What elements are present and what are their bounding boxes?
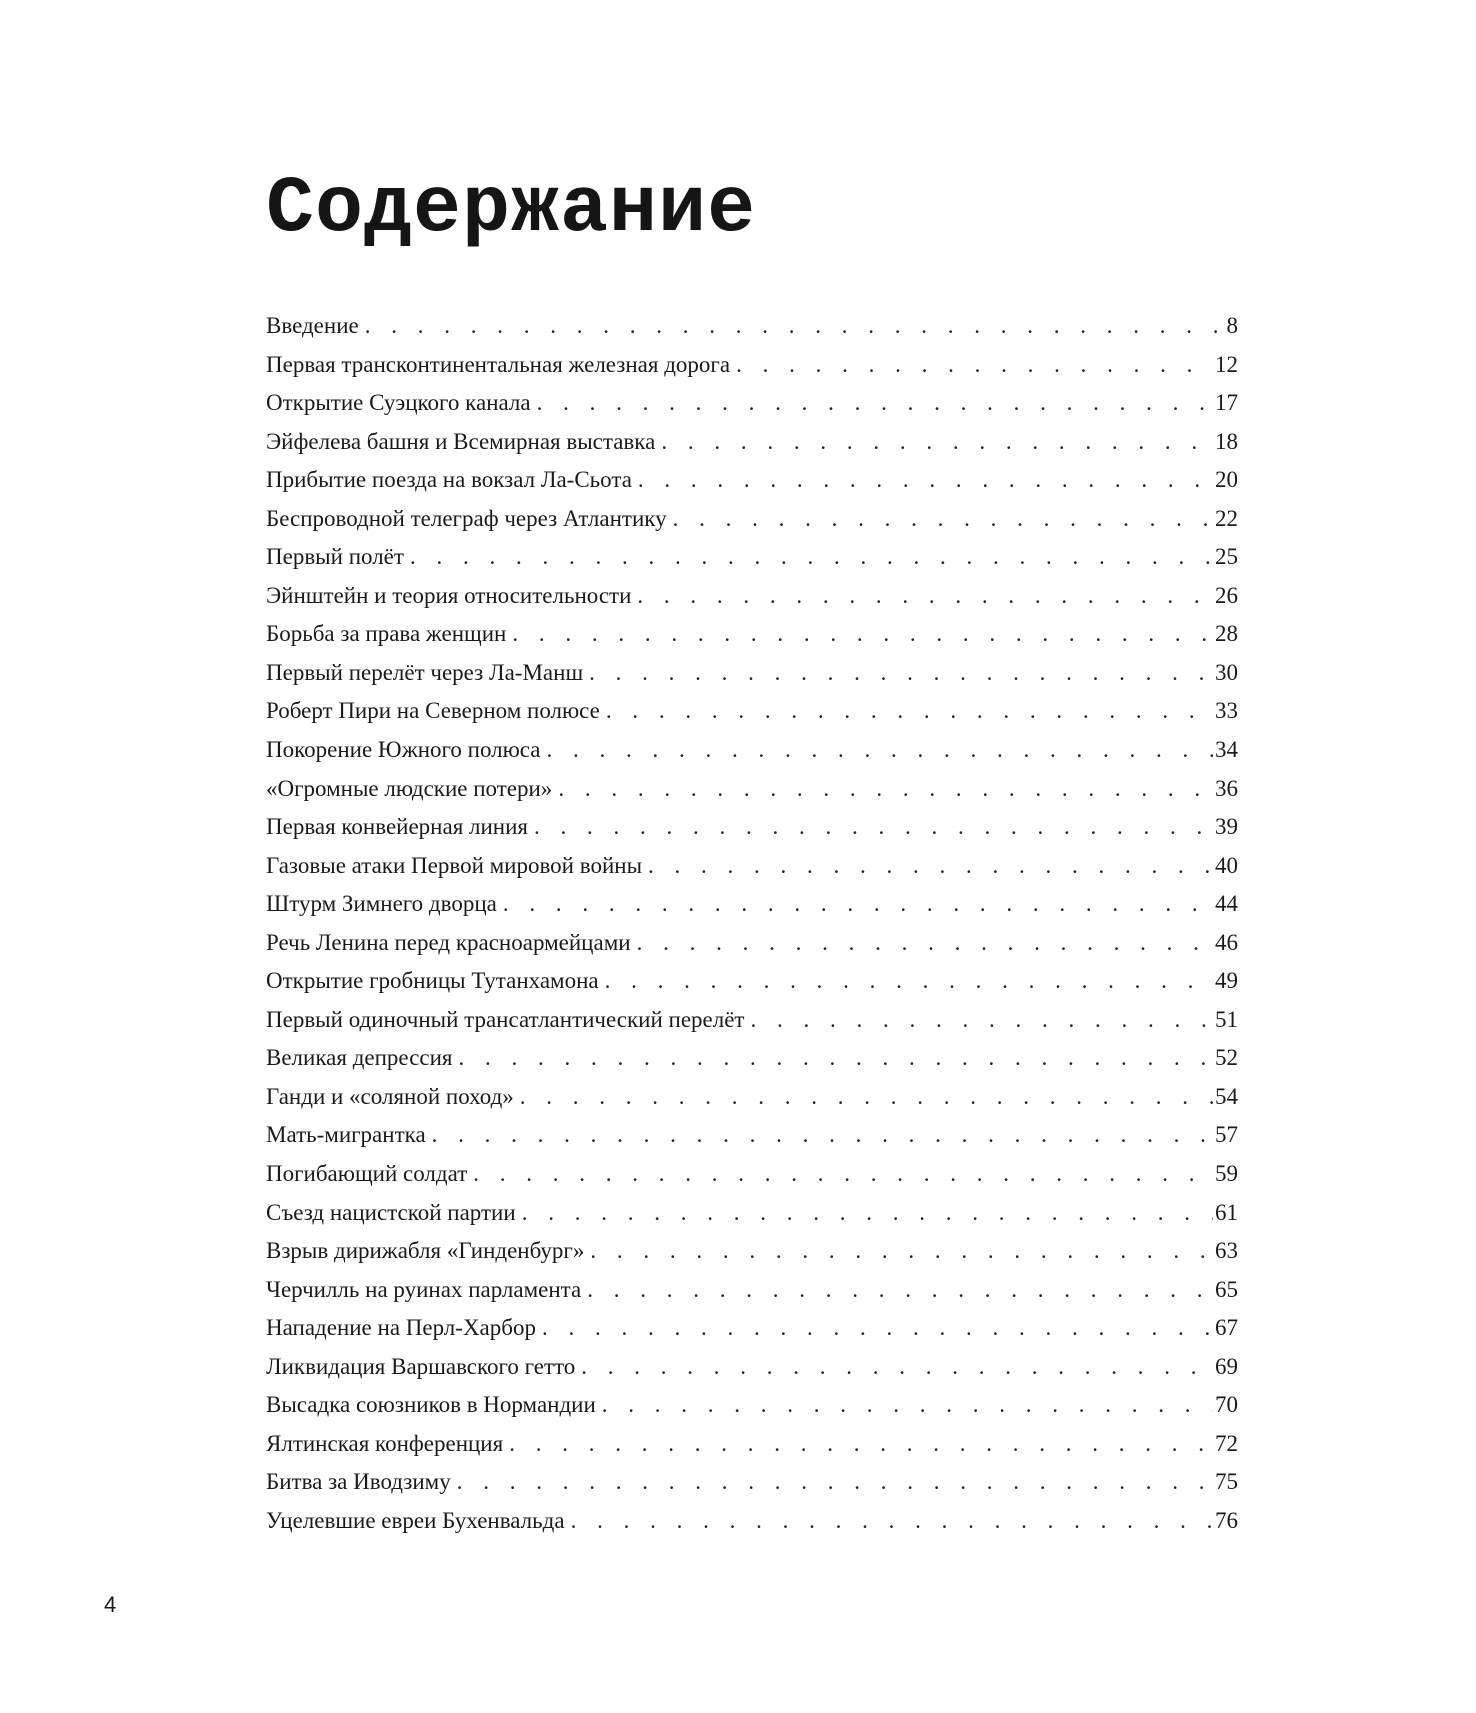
toc-entry [266, 423, 1238, 462]
toc-entry-page: 72 [1215, 1430, 1238, 1456]
toc-entry-title: Битва за Иводзиму [266, 1469, 451, 1495]
toc-entry-page: 30 [1215, 659, 1238, 685]
toc-entry-title: Открытие Суэцкого канала [266, 390, 531, 416]
toc-entry-title: Речь Ленина перед красноармейцами [266, 929, 631, 955]
toc-entry [266, 808, 1238, 847]
dot-leader [581, 1348, 1213, 1387]
dot-leader [558, 770, 1213, 809]
dot-leader [534, 808, 1213, 847]
toc-entry-page: 39 [1215, 814, 1238, 840]
toc-entry-title: Открытие гробницы Тутанхамона [266, 968, 599, 994]
toc-entry [266, 770, 1238, 809]
dot-leader [547, 731, 1214, 770]
toc-entry-page: 46 [1215, 929, 1238, 955]
toc-entry [266, 692, 1238, 731]
toc-entry-page: 36 [1215, 775, 1238, 801]
dot-leader [605, 962, 1213, 1001]
toc-entry-title: Борьба за права женщин [266, 621, 507, 647]
dot-leader [503, 885, 1213, 924]
toc-entry-page: 61 [1215, 1199, 1238, 1225]
toc-entry-title: Беспроводной телеграф через Атлантику [266, 505, 667, 531]
toc-entry-page: 20 [1215, 467, 1238, 493]
toc-entry-title: Первый одиночный трансатлантический перелёт [266, 1006, 745, 1032]
dot-leader [606, 692, 1213, 731]
toc-entry [266, 1078, 1238, 1117]
dot-leader [638, 461, 1213, 500]
dot-leader [587, 1271, 1213, 1310]
toc-entry-title: Съезд нацистской партии [266, 1199, 516, 1225]
toc-entry-title: Высадка союзников в Нормандии [266, 1392, 596, 1418]
dot-leader [590, 1232, 1213, 1271]
toc-entry-title: Ликвидация Варшавского гетто [266, 1353, 576, 1379]
toc-entry-title: Прибытие поезда на вокзал Ла-Сьота [266, 467, 632, 493]
toc-entry-title: Штурм Зимнего дворца [266, 891, 497, 917]
dot-leader [751, 1001, 1214, 1040]
toc-entry [266, 577, 1238, 616]
dot-leader [365, 307, 1225, 346]
dot-leader [459, 1039, 1213, 1078]
toc-entry [266, 1502, 1238, 1541]
toc-entry-title: Ялтинская конференция [266, 1430, 504, 1456]
dot-leader [537, 384, 1213, 423]
toc-entry [266, 346, 1238, 385]
toc-entry [266, 847, 1238, 886]
toc-entry [266, 1271, 1238, 1310]
page-title: Содержание [266, 164, 757, 255]
toc-entry [266, 384, 1238, 423]
toc-entry-page: 28 [1215, 621, 1238, 647]
toc-entry [266, 1386, 1238, 1425]
toc-entry-page: 40 [1215, 852, 1238, 878]
toc-entry [266, 885, 1238, 924]
dot-leader [661, 423, 1213, 462]
dot-leader [522, 1194, 1213, 1233]
toc-entry-title: Уцелевшие евреи Бухенвальда [266, 1507, 565, 1533]
dot-leader [509, 1425, 1213, 1464]
dot-leader [542, 1309, 1213, 1348]
toc-entry-page: 76 [1215, 1507, 1238, 1533]
dot-leader [432, 1116, 1213, 1155]
toc-entry-page: 59 [1215, 1161, 1238, 1187]
toc-entry [266, 1463, 1238, 1502]
toc-entry-title: Покорение Южного полюса [266, 737, 541, 763]
toc-entry [266, 1425, 1238, 1464]
toc-entry [266, 461, 1238, 500]
toc-entry [266, 1116, 1238, 1155]
page-number: 4 [104, 1592, 117, 1617]
toc-entry-page: 26 [1215, 582, 1238, 608]
toc-entry-title: Мать-мигрантка [266, 1122, 426, 1148]
toc-entry [266, 1155, 1238, 1194]
toc-entry [266, 615, 1238, 654]
toc-entry-title: Погибающий солдат [266, 1161, 468, 1187]
toc-entry-title: Эйнштейн и теория относительности [266, 582, 632, 608]
toc-entry-page: 25 [1215, 544, 1238, 570]
toc-entry [266, 1232, 1238, 1271]
toc-entry [266, 1348, 1238, 1387]
toc-entry [266, 1309, 1238, 1348]
toc-entry-page: 65 [1215, 1276, 1238, 1302]
toc-entry-page: 63 [1215, 1238, 1238, 1264]
toc-entry-title: Эйфелева башня и Всемирная выставка [266, 428, 656, 454]
toc-entry-title: Введение [266, 313, 359, 338]
dot-leader [520, 1078, 1213, 1117]
toc-entry-page: 33 [1215, 698, 1238, 724]
toc-entry [266, 307, 1238, 346]
toc-entry-page: 70 [1215, 1392, 1238, 1418]
toc-entry-title: Нападение на Перл-Харбор [266, 1315, 536, 1341]
dot-leader [637, 577, 1213, 616]
toc-entry-page: 8 [1226, 313, 1238, 338]
toc-entry [266, 1194, 1238, 1233]
dot-leader [410, 538, 1213, 577]
toc-entry [266, 538, 1238, 577]
toc-entry-page: 12 [1215, 351, 1238, 377]
toc-entry-title: Первая конвейерная линия [266, 814, 529, 840]
dot-leader [571, 1502, 1213, 1541]
toc-entry-page: 22 [1215, 505, 1238, 531]
toc-entry-page: 34 [1215, 737, 1238, 763]
toc-entry-page: 67 [1215, 1315, 1238, 1341]
dot-leader [457, 1463, 1213, 1502]
dot-leader [637, 924, 1213, 963]
toc-entry [266, 962, 1238, 1001]
toc-entry [266, 1001, 1238, 1040]
dot-leader [473, 1155, 1213, 1194]
dot-leader [736, 346, 1213, 385]
toc-entry-title: Ганди и «соляной поход» [266, 1083, 514, 1109]
toc-entry-page: 49 [1215, 968, 1238, 994]
toc-entry-page: 69 [1215, 1353, 1238, 1379]
dot-leader [602, 1386, 1213, 1425]
toc-entry-title: Взрыв дирижабля «Гинденбург» [266, 1238, 585, 1264]
toc-entry-page: 52 [1215, 1045, 1238, 1071]
toc-entry-page: 57 [1215, 1122, 1238, 1148]
toc-entry-title: Первая трансконтинентальная железная дорога [266, 351, 731, 377]
toc-entry-page: 17 [1215, 390, 1238, 416]
table-of-contents [266, 307, 1238, 1541]
toc-entry-title: Первый перелёт через Ла-Манш [266, 659, 584, 685]
toc-entry-title: Первый полёт [266, 544, 404, 570]
toc-entry-page: 54 [1215, 1083, 1238, 1109]
toc-entry-title: Великая депрессия [266, 1045, 453, 1071]
toc-entry [266, 1039, 1238, 1078]
dot-leader [512, 615, 1213, 654]
toc-entry-title: Роберт Пири на Северном полюсе [266, 698, 600, 724]
toc-entry-title: Газовые атаки Первой мировой войны [266, 852, 643, 878]
toc-entry-page: 75 [1215, 1469, 1238, 1495]
toc-entry [266, 731, 1238, 770]
toc-entry-title: Черчилль на руинах парламента [266, 1276, 582, 1302]
toc-entry-title: «Огромные людские потери» [266, 775, 553, 801]
dot-leader [673, 500, 1213, 539]
dot-leader [589, 654, 1213, 693]
toc-entry-page: 44 [1215, 891, 1238, 917]
toc-entry-page: 18 [1215, 428, 1238, 454]
toc-entry [266, 500, 1238, 539]
toc-entry [266, 924, 1238, 963]
dot-leader [648, 847, 1213, 886]
toc-entry [266, 654, 1238, 693]
toc-entry-page: 51 [1215, 1006, 1238, 1032]
